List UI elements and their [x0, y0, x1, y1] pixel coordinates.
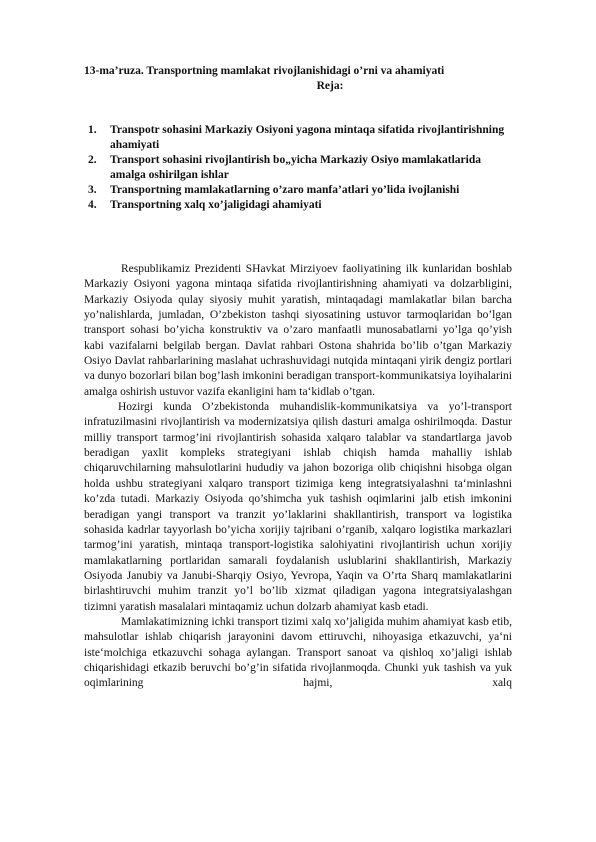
plan-item-number: 3.: [88, 184, 97, 196]
plan-item-number: 2.: [88, 154, 97, 166]
plan-item-text: Transpotr sohasini Markaziy Osiyoni yagona mintaqa sifatida rivojlantirishning ahamiyati: [110, 124, 505, 151]
body-paragraph-1: Respublikamiz Prezidenti SHavkat Mirziyoev faoliyatining ilk kunlaridan boshlab Markaziy Osiyoni yagona mintaqa sifatida rivojlantirishning ahamiyati va dolzarbligini, Markaziy Osiyoda qulay siyosiy muhit yaratish, mintaqadagi mamlakatlar bilan barcha yo’nalishlarda, jumladan, O’zbekiston tashqi siyosatining ustuvor tarmoqlaridan bo’lgan transport sohasi bo’yicha konstruktiv va o’zaro manfaatli munosabatlarni yo’lga qo’yish kabi vazifalarni belgilab bergan. Davlat rahbari Ostona shahrida bo’lib o’tgan Markaziy Osiyo Davlat rahbarlarining maslahat uchrashuvidagi nutqida mintaqani yirik dengiz portlari va dunyo bozorlari bilan bog’lash imkonini beradigan transport-kommunikatsiya loyihalarini amalga oshirish ustuvor vazifa ekanligini ham ta‘kidlab o’tgan.: [84, 263, 512, 398]
plan-item-3: [88, 183, 508, 198]
plan-item-text: Transportning xalq xo’jaligidagi ahamiyati: [110, 199, 322, 211]
plan-list: [88, 123, 508, 213]
plan-item-1: [88, 123, 508, 153]
body-paragraph-2: Hozirgi kunda O’zbekistonda muhandislik-kommunikatsiya va yo’l-transport infratuzilmasini rivojlantirish va modernizatsiya qilish dasturi amalga oshirilmoqda. Dastur milliy transport tarmog’ini rivojlantirish sohasida xalqaro talablar va standartlarga javob beradigan yaxlit kompleks strategiyani ishlab chiqish hamda mahalliy ishlab chiqaruvchilarning mahsulotlarini hududiy va jahon bozoriga olib chiqishni hisobga olgan holda ushbu strategiyani xalqaro transport tizimiga keng integratsiyalashni ta‘minlashni ko’zda tutadi. Markaziy Osiyoda qo’shimcha yuk tashish oqimlarini jalb etish imkonini beradigan yangi transport va tranzit yo’laklarini shakllantirish, transport va logistika sohasida kadrlar tayyorlash bo’yicha xorijiy tajribani o’rganib, xalqaro logistika markazlari tarmog’ini yaratish, mintaqa transport-logistika salohiyatini rivojlantirish uchun xorijiy mamlakatlarning portlaridan samarali foydalanish uslublarini shakllantirish, Markaziy Osiyoda Janubiy va Janubi-Sharqiy Osiyo, Yevropa, Yaqin va O’rta Sharq mamlakatlarini birlashtiruvchi muhim tranzit yo’l bo’lib xizmat qiladigan yagona integratsiyalashgan tizimni yaratish masalalari mintaqamiz uchun dolzarb ahamiyat kasb etadi.: [84, 401, 512, 613]
plan-item-text: Transportning mamlakatlarning o’zaro manfa’atlari yo’lida ivojlanishi: [110, 184, 460, 196]
body-paragraph-3: Mamlakatimizning ichki transport tizimi xalq xo’jaligida muhim ahamiyat kasb etib, mahsulotlar ishlab chiqarish jarayonini davom ettiruvchi, nihoyasiga etkazuvchi, ya‘ni iste‘molchiga etkazuvchi sohaga aylangan. Transport sanoat va qishloq xo’jaligi ishlab chiqarishidagi etkazib beruvchi bo’g’in sifatida rivojlanmoqda. Chunki yuk tashish va yuk oqimlarining hajmi, xalq: [84, 615, 512, 690]
plan-item-text: Transport sohasini rivojlantirish bo„yicha Markaziy Osiyo mamlakatlarida amalga oshirilgan ishlar: [110, 154, 481, 181]
body-text: [84, 262, 512, 692]
plan-item-number: 1.: [88, 124, 97, 136]
lecture-title: 13-ma’ruza. Transportning mamlakat rivojlanishidagi o’rni va ahamiyati: [84, 65, 445, 77]
plan-item-number: 4.: [88, 199, 97, 211]
plan-item-2: [88, 153, 508, 183]
plan-heading: Reja:: [316, 80, 344, 92]
plan-item-4: [88, 198, 508, 213]
